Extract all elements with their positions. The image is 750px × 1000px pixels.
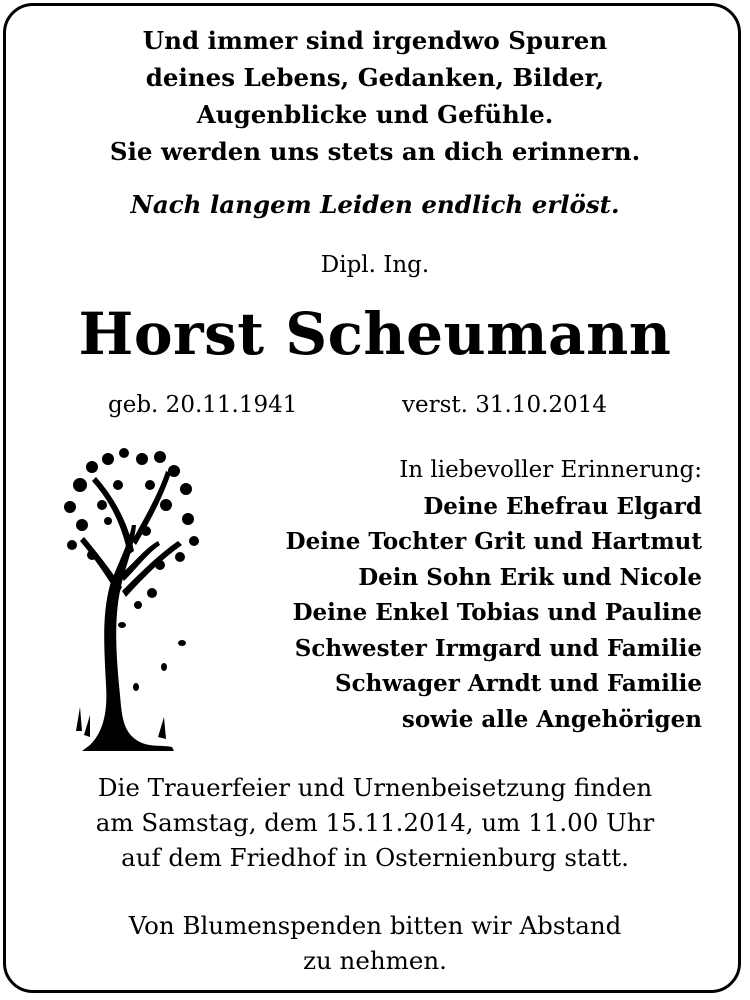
academic-title: Dipl. Ing. xyxy=(320,252,430,278)
mourner: Deine Tochter Grit und Hartmut xyxy=(285,528,702,555)
flowers-line: zu nehmen. xyxy=(303,946,447,975)
ceremony-line: am Samstag, dem 15.11.2014, um 11.00 Uhr xyxy=(95,808,655,837)
mourner: sowie alle Angehörigen xyxy=(401,705,702,733)
mourner: Schwager Arndt und Familie xyxy=(335,670,702,697)
memorial-verse xyxy=(0,22,750,170)
ceremony-line: Die Trauerfeier und Urnenbeisetzung finden xyxy=(97,773,653,802)
birth-date: geb. 20.11.1941 xyxy=(108,392,298,418)
verse-line: Und immer sind irgendwo Spuren xyxy=(142,26,608,55)
mourner: Deine Ehefrau Elgard xyxy=(423,492,702,520)
subtitle: Nach langem Leiden endlich erlöst. xyxy=(130,190,620,219)
flowers-line: Von Blumenspenden bitten wir Abstand xyxy=(128,911,622,940)
tree-icon xyxy=(62,445,202,755)
mourners-list xyxy=(286,453,702,737)
flowers-note xyxy=(0,908,750,978)
death-date: verst. 31.10.2014 xyxy=(402,392,607,418)
mourners-intro: In liebevoller Erinnerung: xyxy=(399,457,702,483)
ceremony-line: auf dem Friedhof in Osternienburg statt. xyxy=(121,843,629,872)
verse-line: deines Lebens, Gedanken, Bilder, xyxy=(145,63,605,92)
mourner: Dein Sohn Erik und Nicole xyxy=(358,563,702,591)
verse-line: Sie werden uns stets an dich erinnern. xyxy=(109,137,641,166)
ceremony-info xyxy=(0,770,750,875)
verse-line: Augenblicke und Gefühle. xyxy=(196,100,554,129)
mourner: Schwester Irmgard und Familie xyxy=(294,634,702,662)
mourner: Deine Enkel Tobias und Pauline xyxy=(292,599,702,626)
deceased-name: Horst Scheumann xyxy=(78,300,672,368)
